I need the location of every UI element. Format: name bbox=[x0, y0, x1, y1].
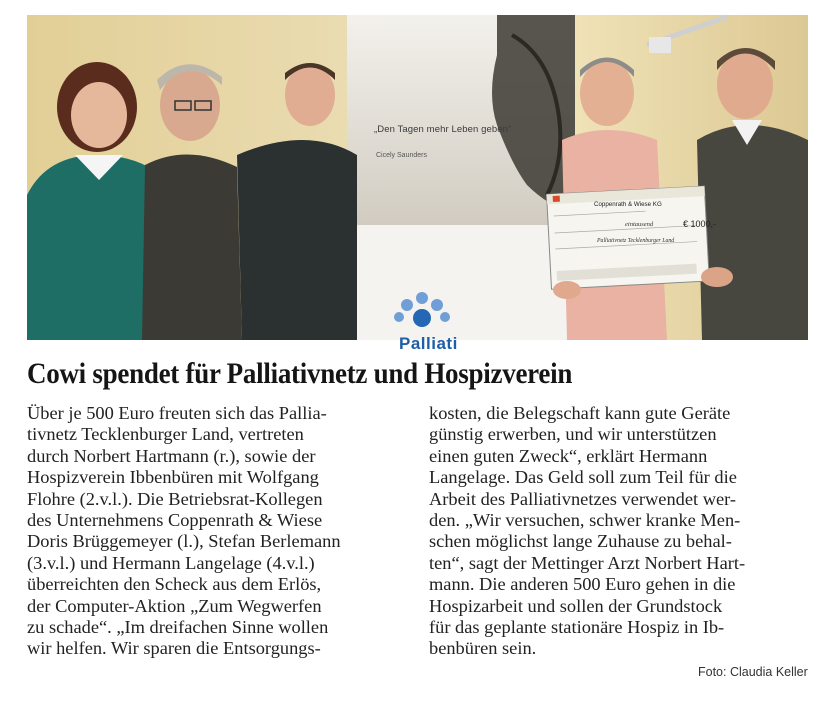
banner-logo-text: Palliati bbox=[399, 334, 458, 353]
text-line: kosten, die Belegschaft kann gute Geräte bbox=[429, 403, 731, 423]
article-column-right bbox=[429, 403, 809, 660]
text-line: wir helfen. Wir sparen die Entsorgungs- bbox=[27, 638, 321, 659]
check-payee: Palliativnetz Tecklenburger Land bbox=[597, 238, 675, 244]
text-line: tivnetz Tecklenburger Land, vertreten bbox=[27, 424, 304, 445]
text-line: Arbeit des Palliativnetzes verwendet wer- bbox=[429, 488, 737, 509]
photo-credit: Foto: Claudia Keller bbox=[698, 665, 808, 679]
text-line: überreichten den Scheck aus dem Erlös, bbox=[27, 574, 322, 595]
banner-quote: „Den Tagen mehr Leben geben“ bbox=[374, 124, 512, 135]
text-line: Flohre (2.v.l.). Die Betriebsrat-Kollegen bbox=[27, 488, 323, 509]
text-line: günstig erwerben, und wir unterstützen bbox=[429, 424, 717, 445]
check-company: Coppenrath & Wiese KG bbox=[594, 201, 662, 208]
text-line: des Unternehmens Coppenrath & Wiese bbox=[27, 510, 323, 531]
text-line: Hospizarbeit und sollen der Grundstock bbox=[429, 595, 723, 616]
text-line: (3.v.l.) und Hermann Langelage (4.v.l.) bbox=[27, 552, 315, 573]
text-line: Hospizverein Ibbenbüren mit Wolfgang bbox=[27, 467, 319, 488]
banner-author: Cicely Saunders bbox=[376, 152, 427, 159]
check-amount: € 1000,- bbox=[683, 219, 717, 229]
text-line: Über je 500 Euro freuten sich das Pallia- bbox=[27, 403, 327, 423]
text-line: durch Norbert Hartmann (r.), sowie der bbox=[27, 445, 316, 466]
text-line: für das geplante stationäre Hospiz in Ib- bbox=[429, 617, 725, 638]
text-line: zu schade“. „Im dreifachen Sinne wollen bbox=[27, 617, 329, 638]
text-line: den. „Wir versuchen, schwer kranke Men- bbox=[429, 510, 741, 531]
article-headline: Cowi spendet für Palliativnetz und Hospizverein bbox=[27, 357, 573, 390]
text-line: benbüren sein. bbox=[429, 638, 537, 659]
check-amount-words: eintausend bbox=[625, 221, 654, 228]
text-line: der Computer-Aktion „Zum Wegwerfen bbox=[27, 595, 322, 616]
text-line: einen guten Zweck“, erklärt Hermann bbox=[429, 445, 708, 466]
text-line: ten“, sagt der Mettinger Arzt Norbert Hart- bbox=[429, 552, 746, 573]
text-line: mann. Die anderen 500 Euro gehen in die bbox=[429, 574, 736, 595]
article-column-left bbox=[27, 403, 397, 660]
text-line: Doris Brüggemeyer (l.), Stefan Berlemann bbox=[27, 531, 341, 552]
text-line: schen möglichst lange Zuhause zu behal- bbox=[429, 531, 732, 552]
text-line: Langelage. Das Geld soll zum Teil für die bbox=[429, 467, 737, 488]
article-photo bbox=[27, 15, 808, 353]
